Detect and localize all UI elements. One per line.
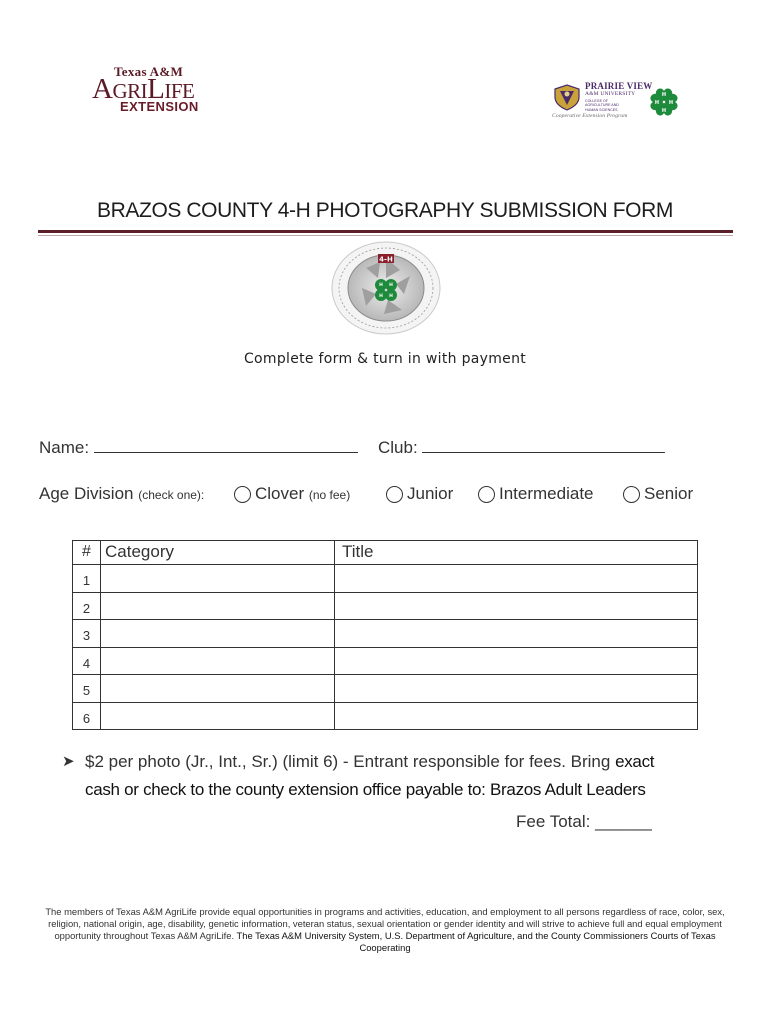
age-division-label: Age Division (check one): (39, 484, 205, 503)
prairie-view-4h-logo (552, 80, 692, 124)
clover-option: Clover (no fee) (255, 484, 351, 503)
pv-name-text: PRAIRIE VIEW (585, 81, 653, 91)
table-row (73, 565, 698, 593)
footer-text: The members of Texas A&M AgriLife provide equal opportunities in programs and activities, education, and employment to all persons regardless of race, color, sex, religion, national origin, age, disability, genetic information, veteran status, sexual orientation or gender identity and will strive to achieve full and equal employment opportunity throughout Texas A&M AgriLife. (45, 906, 725, 941)
footer-text-cooperating: The Texas A&M University System, U.S. Department of Agriculture, and the County Commissioners Courts of Texas Cooperating (236, 930, 716, 953)
row-number: 1 (73, 565, 101, 593)
agrilife-extension-logo (92, 62, 222, 114)
senior-radio-icon[interactable] (623, 486, 640, 503)
name-input-line[interactable] (94, 438, 358, 453)
svg-text:H: H (661, 92, 667, 98)
category-cell[interactable] (101, 565, 335, 593)
club-input-line[interactable] (422, 438, 665, 453)
clover-radio-icon[interactable] (234, 486, 251, 503)
logo-extension-text: EXTENSION (120, 99, 199, 114)
table-row (73, 675, 698, 703)
title-cell[interactable] (335, 565, 698, 593)
table-row (73, 592, 698, 620)
row-number: 2 (73, 592, 101, 620)
header-number: # (73, 541, 101, 565)
svg-text:H: H (389, 294, 393, 299)
svg-text:H: H (668, 100, 674, 106)
svg-text:4-H: 4-H (379, 255, 393, 264)
form-subtitle: Complete form & turn in with payment (243, 351, 527, 367)
svg-text:H: H (379, 294, 383, 299)
arrow-bullet-icon: ➤ (62, 753, 75, 770)
title-cell[interactable] (335, 702, 698, 730)
intermediate-option: Intermediate (499, 484, 594, 503)
fee-total: Fee Total: ______ (516, 812, 652, 831)
header-category: Category (101, 541, 335, 565)
intermediate-radio-icon[interactable] (478, 486, 495, 503)
svg-text:H: H (661, 108, 667, 114)
title-cell[interactable] (335, 647, 698, 675)
age-division-hint: (check one): (138, 488, 205, 502)
pv-university-text: A&M UNIVERSITY (585, 91, 636, 97)
svg-text:H: H (379, 283, 383, 288)
logo-texas-am-text: Texas A&M (114, 64, 184, 79)
category-cell[interactable] (101, 675, 335, 703)
pv-college-text: COLLEGE OF AGRICULTURE AND HUMAN SCIENCES (585, 99, 619, 112)
footer-disclaimer (34, 906, 736, 954)
title-divider (38, 230, 733, 233)
name-label: Name: (39, 438, 90, 457)
senior-option: Senior (644, 484, 694, 503)
row-number: 3 (73, 620, 101, 648)
photography-seal-icon (330, 240, 442, 336)
table-row (73, 647, 698, 675)
clover-4h-icon (646, 84, 682, 120)
svg-text:H: H (654, 100, 660, 106)
table-header-row (73, 541, 698, 565)
title-divider-thin (38, 235, 733, 236)
club-label: Club: (378, 438, 418, 457)
fee-note-line2: cash or check to the county extension office payable to: Brazos Adult Leaders (85, 780, 646, 799)
pv-cooperative-text: Cooperative Extension Program (552, 113, 628, 119)
club-field (378, 438, 665, 458)
prairie-view-emblem-icon (552, 83, 582, 111)
photo-entry-table (72, 540, 698, 730)
fee-note-line1: $2 per photo (Jr., Int., Sr.) (limit 6) - Entrant responsible for fees. Bring exact (85, 752, 655, 771)
svg-text:H: H (389, 283, 393, 288)
logo-agrilife-text: AGRILIFE (92, 73, 195, 105)
table-row (73, 620, 698, 648)
name-field (39, 438, 358, 458)
form-title: BRAZOS COUNTY 4-H PHOTOGRAPHY SUBMISSION FORM (97, 199, 673, 222)
title-cell[interactable] (335, 675, 698, 703)
category-cell[interactable] (101, 620, 335, 648)
title-cell[interactable] (335, 620, 698, 648)
row-number: 5 (73, 675, 101, 703)
category-cell[interactable] (101, 592, 335, 620)
category-cell[interactable] (101, 702, 335, 730)
junior-option: Junior (407, 484, 454, 503)
header-title: Title (335, 541, 698, 565)
table-row (73, 702, 698, 730)
row-number: 4 (73, 647, 101, 675)
category-cell[interactable] (101, 647, 335, 675)
junior-radio-icon[interactable] (386, 486, 403, 503)
row-number: 6 (73, 702, 101, 730)
title-cell[interactable] (335, 592, 698, 620)
